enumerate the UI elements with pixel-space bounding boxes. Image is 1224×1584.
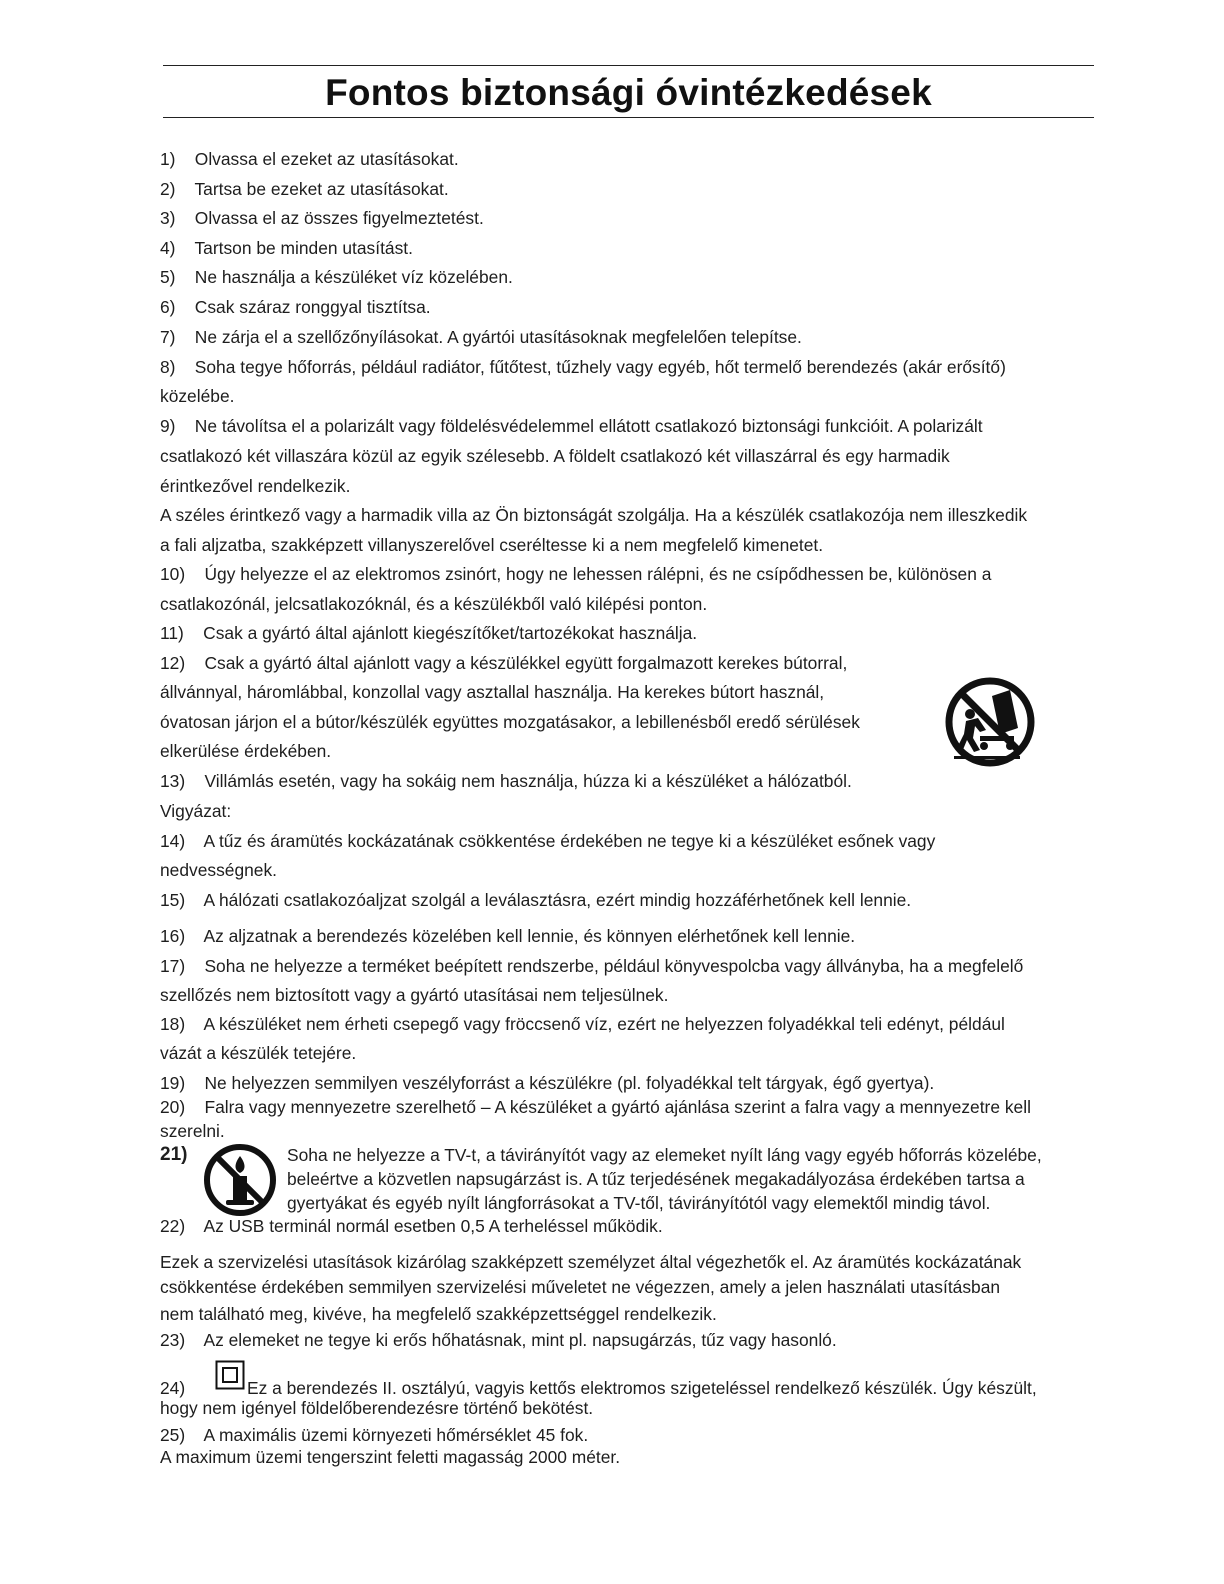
cart-tipover-warning-icon bbox=[940, 676, 1040, 770]
instruction-line: érintkezővel rendelkezik. bbox=[160, 476, 351, 496]
instruction-line: csatlakozó két villaszára közül az egyik szélesebb. A földelt csatlakozó két villaszárral és egy harmadik bbox=[160, 446, 950, 466]
item-21-number: 21) bbox=[160, 1144, 188, 1165]
instruction-line: 1) Olvassa el ezeket az utasításokat. bbox=[160, 149, 459, 169]
instruction-line: Ez a berendezés II. osztályú, vagyis kettős elektromos szigeteléssel rendelkező készülék. Úgy készült, bbox=[247, 1378, 1037, 1398]
instruction-line: hogy nem igényel földelőberendezésre történő bekötést. bbox=[160, 1398, 594, 1418]
instruction-line: 10) Úgy helyezze el az elektromos zsinórt, hogy ne lehessen rálépni, és ne csípődhessen be, különösen a bbox=[160, 564, 992, 584]
instruction-line: 23) Az elemeket ne tegye ki erős hőhatásnak, mint pl. napsugárzás, tűz vagy hasonló. bbox=[160, 1330, 837, 1350]
instruction-line: 2) Tartsa be ezeket az utasításokat. bbox=[160, 179, 449, 199]
instruction-line: gyertyákat és egyéb nyílt lángforrásokat a TV-től, távirányítótól vagy elemektől mindig távol. bbox=[287, 1193, 991, 1213]
instruction-line: 19) Ne helyezzen semmilyen veszélyforrást a készülékre (pl. folyadékkal telt tárgyak, égő gyertya). bbox=[160, 1073, 935, 1093]
instruction-line: Ezek a szervizelési utasítások kizárólag szakképzett személyzet által végezhetők el. Az áramütés kockázatának bbox=[160, 1252, 1022, 1272]
instruction-line: közelébe. bbox=[160, 386, 235, 406]
instruction-line: 22) Az USB terminál normál esetben 0,5 A terheléssel működik. bbox=[160, 1216, 663, 1236]
instruction-line: csökkentése érdekében semmilyen szervizelési műveletet ne végezzen, amely a jelen használati utasításban bbox=[160, 1277, 1001, 1297]
instruction-line: 4) Tartson be minden utasítást. bbox=[160, 238, 413, 258]
instruction-line: A maximum üzemi tengerszint feletti magasság 2000 méter. bbox=[160, 1447, 621, 1467]
instruction-line: nem található meg, kivéve, ha megfelelő szakképzettséggel rendelkezik. bbox=[160, 1304, 717, 1324]
instruction-line: a fali aljzatba, szakképzett villanyszerelővel cseréltesse ki a nem megfelelő kimenetet. bbox=[160, 535, 824, 555]
instruction-line: Soha ne helyezze a TV-t, a távirányítót vagy az elemeket nyílt láng vagy egyéb hőforrás közelébe, bbox=[287, 1145, 1042, 1165]
instruction-line: 15) A hálózati csatlakozóaljzat szolgál a leválasztásra, ezért mindig hozzáférhetőnek kell lennie. bbox=[160, 890, 912, 910]
instruction-line: 6) Csak száraz ronggyal tisztítsa. bbox=[160, 297, 431, 317]
instruction-line: 9) Ne távolítsa el a polarizált vagy földelésvédelemmel ellátott csatlakozó biztonsági funkcióit. A polarizált bbox=[160, 416, 983, 436]
instruction-line: 13) Villámlás esetén, vagy ha sokáig nem használja, húzza ki a készüléket a hálózatból. bbox=[160, 771, 852, 791]
instruction-line: 12) Csak a gyártó által ajánlott vagy a készülékkel együtt forgalmazott kerekes bútorral, bbox=[160, 653, 848, 673]
instruction-line: 5) Ne használja a készüléket víz közelében. bbox=[160, 267, 513, 287]
double-insulation-icon bbox=[215, 1360, 245, 1390]
instruction-line: 16) Az aljzatnak a berendezés közelében kell lennie, és könnyen elérhetőnek kell lennie. bbox=[160, 926, 856, 946]
instruction-line: vázát a készülék tetejére. bbox=[160, 1043, 357, 1063]
instruction-line: csatlakozónál, jelcsatlakozóknál, és a készülékből való kilépési ponton. bbox=[160, 594, 708, 614]
instruction-line: 8) Soha tegye hőforrás, például radiátor, fűtőtest, tűzhely vagy egyéb, hőt termelő berendezés (akár erősítő) bbox=[160, 357, 1006, 377]
instruction-line: szellőzés nem biztosított vagy a gyártó utasításai nem teljesülnek. bbox=[160, 985, 669, 1005]
instruction-line: 7) Ne zárja el a szellőzőnyílásokat. A gyártói utasításoknak megfelelően telepítse. bbox=[160, 327, 802, 347]
instruction-line: nedvességnek. bbox=[160, 860, 277, 880]
no-open-flame-icon bbox=[202, 1142, 278, 1218]
instruction-line: Vigyázat: bbox=[160, 801, 232, 821]
instruction-line: 11) Csak a gyártó által ajánlott kiegészítőket/tartozékokat használja. bbox=[160, 623, 698, 643]
instruction-line: A széles érintkező vagy a harmadik villa az Ön biztonságát szolgálja. Ha a készülék csatlakozója nem illeszkedik bbox=[160, 505, 1028, 525]
title-bottom-rule bbox=[163, 117, 1094, 118]
instruction-line: 3) Olvassa el az összes figyelmeztetést. bbox=[160, 208, 484, 228]
instruction-line: 25) A maximális üzemi környezeti hőmérséklet 45 fok. bbox=[160, 1425, 589, 1445]
item-24-number: 24) bbox=[160, 1378, 186, 1398]
instruction-line: óvatosan járjon el a bútor/készülék együttes mozgatásakor, a lebillenésből eredő sérülések bbox=[160, 712, 860, 732]
instruction-line: 14) A tűz és áramütés kockázatának csökkentése érdekében ne tegye ki a készüléket esőnek vagy bbox=[160, 831, 936, 851]
instruction-line: állvánnyal, háromlábbal, konzollal vagy asztallal használja. Ha kerekes bútort használ, bbox=[160, 682, 825, 702]
page-title: Fontos biztonsági óvintézkedések bbox=[325, 72, 932, 113]
instruction-line: beleértve a közvetlen napsugárzást is. A tűz terjedésének megakadályozása érdekében tartsa a bbox=[287, 1169, 1025, 1189]
instruction-line: 18) A készüléket nem érheti csepegő vagy fröccsenő víz, ezért ne helyezzen folyadékkal teli edényt, például bbox=[160, 1014, 1005, 1034]
instruction-line: elkerülése érdekében. bbox=[160, 741, 332, 761]
instruction-line: 20) Falra vagy mennyezetre szerelhető – A készüléket a gyártó ajánlása szerint a falra vagy a mennyezetre kell bbox=[160, 1097, 1031, 1117]
instruction-line: 17) Soha ne helyezze a terméket beépített rendszerbe, például könyvespolcba vagy állványba, ha a megfelelő bbox=[160, 956, 1024, 976]
title-top-rule bbox=[163, 65, 1094, 66]
instruction-line: szerelni. bbox=[160, 1121, 225, 1141]
